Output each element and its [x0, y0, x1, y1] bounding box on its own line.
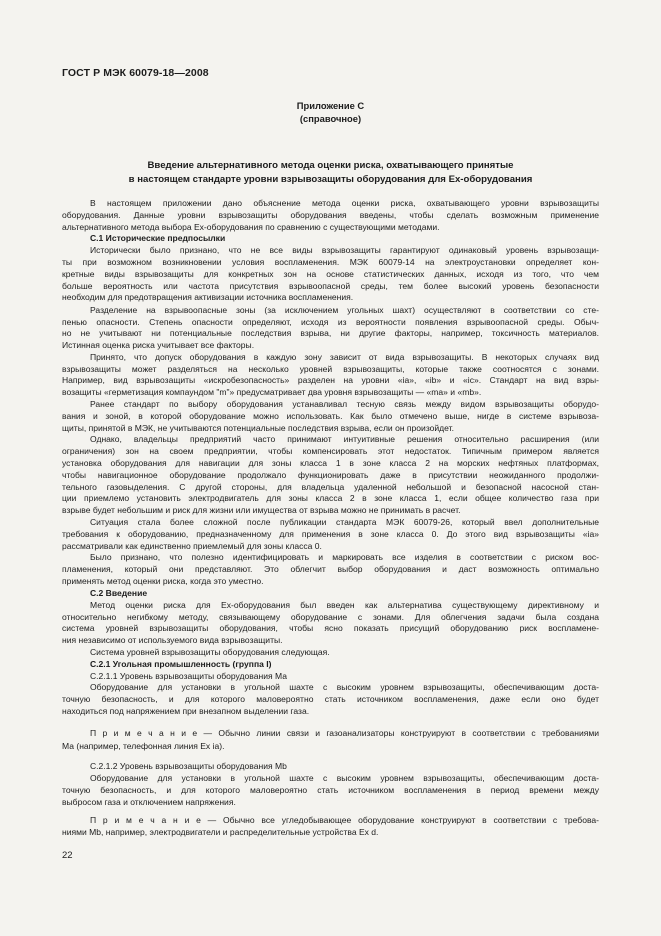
body-line: кретные виды взрывозащиты для конкретных зон на основе статистических данных, исходя из того, что чем	[62, 269, 599, 279]
body-line: находиться под напряжением при внезапном выделении газа.	[62, 706, 310, 716]
body-line: точную безопасность, и для которого маловероятно стать источником воспламенения, даже если оно будет	[62, 694, 599, 704]
body-line: ограничения) зон на своем предприятии, чтобы компенсировать этот недостаток. Типичным примером является	[62, 446, 599, 456]
body-line: альтернативного метода выбора Ех-оборудования по сравнению с существующими методами.	[62, 222, 440, 232]
body-line: пенью опасности. Степень опасности определяют, исходя из вероятности появления взрывоопасной среды. Обыч-	[62, 317, 599, 327]
body-line: Принято, что допуск оборудования в каждую зону зависит от вида взрывозащиты. В некоторых случаях вид	[90, 352, 599, 362]
body-line: установка оборудования для навигации для зоны класса 1 в зоне класса 2 на морских нефтяных платформах,	[62, 458, 599, 468]
section-heading-line-2: в настоящем стандарте уровни взрывозащиты оборудования для Ех-оборудования	[128, 174, 533, 185]
note-line: Ма (например, телефонная линия Ех ia).	[62, 741, 225, 751]
note-line: П р и м е ч а н и е — Обычно линии связи и газоанализаторы конструируют в соответствии с требованиями	[90, 728, 599, 738]
clause-heading: С.2.1.2 Уровень взрывозащиты оборудования Mb	[90, 761, 287, 771]
body-line: Оборудование для установки в угольной шахте с высоким уровнем взрывозащиты, обеспечивающим доста-	[90, 773, 599, 783]
body-line: Система уровней взрывозащиты оборудования следующая.	[90, 647, 330, 657]
body-line: вания и зоной, в которой оборудование можно использовать. Как было отмечено выше, нигде в системе взрывоза-	[62, 411, 599, 421]
body-line: Метод оценки риска для Ех-оборудования был введен как альтернатива существующему директивному и	[90, 600, 599, 610]
page-number: 22	[62, 850, 73, 861]
body-line: Например, вид взрывозащиты «искробезопасность» разделен на уровни «ia», «ib» и «ic». Стандарт на вид взры-	[62, 375, 599, 385]
annex-title: Приложение С	[296, 100, 365, 111]
body-line: Разделение на взрывоопасные зоны (за исключением угольных шахт) осуществляют в соответствии со сте-	[90, 305, 599, 315]
body-line: В настоящем приложении дано объяснение метода оценки риска, охватывающего уровни взрывозащиты	[90, 198, 599, 208]
body-line: чтобы навигационное оборудование продолжало функционировать даже в присутствии неожиданного продолжи-	[62, 470, 599, 480]
note-line: ниями Mb, например, электродвигатели и распределительные устройства Ex d.	[62, 827, 379, 837]
body-line: возащиты «герметизация компаундом "m"» предусматривает два уровня взрывозащиты — «ma» и «mb».	[62, 387, 482, 397]
body-line: Однако, владельцы предприятий часто принимают интуитивные решения относительно расширения (или	[90, 434, 599, 444]
body-line: больше вероятность или частота присутствия взрывоопасной среды, тем более высокий уровень безопасности	[62, 281, 599, 291]
subsection-heading: С.1 Исторические предпосылки	[90, 233, 226, 243]
body-line: ции приемлемо установить электродвигатель для зоны класса 2 в зоне класса 1, если общее количество газа при	[62, 493, 599, 503]
note-line: П р и м е ч а н и е — Обычно все угледобывающее оборудование конструируют в соответствии с требова-	[90, 815, 599, 825]
body-line: Ситуация стала более сложной после публикации стандарта МЭК 60079-26, который ввел дополнительные	[90, 517, 599, 527]
body-line: Истинная оценка риска учитывает все факторы.	[62, 340, 255, 350]
body-line: оборудования. Данные уровни взрывозащиты оборудования введены, чтобы сделать возможным применение	[62, 210, 599, 220]
body-line: щиты, принятой в МЭК, не учитываются потенциальные последствия взрыва, если он произойдет.	[62, 423, 454, 433]
body-line: рассматривали как единственно приемлемый для зоны класса 0.	[62, 541, 322, 551]
body-line: тельного газовыделения. С другой стороны, для владельца удаленной небольшой и безопасной насосной стан-	[62, 482, 599, 492]
body-line: Исторически было признано, что не все виды взрывозащиты гарантируют одинаковый уровень взрывозащи-	[90, 245, 599, 255]
body-line: ния независимо от используемого вида взрывозащиты.	[62, 635, 283, 645]
body-line: пламенения, который они представляют. Это облегчит выбор оборудования и даст возможность оптимально	[62, 564, 599, 574]
body-line: точную безопасность, и для которого маловероятно стать источником воспламенения в период времени между	[62, 785, 599, 795]
annex-subtitle: (справочное)	[299, 113, 362, 124]
body-line: Ранее стандарт по выбору оборудования устанавливал тесную связь между видом взрывозащиты оборудо-	[90, 399, 599, 409]
body-line: необходим для предотвращения активизации источника воспламенения.	[62, 292, 354, 302]
body-line: система уровней взрывозащиты оборудования, чтобы ясно показать присущий оборудованию риск воспламене-	[62, 623, 599, 633]
section-heading-line-1: Введение альтернативного метода оценки риска, охватывающего принятые	[147, 160, 514, 171]
subsection-heading: С.2 Введение	[90, 588, 148, 598]
body-line: требования к оборудованию, предназначенному для применения в зоне класса 0. До этого вид взрывозащиты «ia»	[62, 529, 599, 539]
body-line: применять метод оценки риска, когда это уместно.	[62, 576, 264, 586]
body-line: взрывозащиты может разделяться на несколько уровней взрывозащиты, которые также соотносятся с зонами.	[62, 364, 599, 374]
body-line: ты при возможном возникновении условия воспламенения. МЭК 60079-14 на электроустановки определяет кон-	[62, 257, 599, 267]
body-line: Оборудование для установки в угольной шахте с высоким уровнем взрывозащиты, обеспечивающим доста-	[90, 682, 599, 692]
body-line: относительно негибкому методу, связывающему оборудование с зонами. Для облегчения задачи была создана	[62, 612, 599, 622]
body-line: выбросом газа и отключением напряжения.	[62, 797, 236, 807]
body-line: Было признано, что полезно идентифицировать и маркировать все изделия в соответствии с риском вос-	[90, 552, 599, 562]
body-line: взрыве будет небольшим и риск для жизни или имущества от взрыва можно не принимать в расчет.	[62, 505, 461, 515]
body-line: но не учитывают ни потенциальные последствия взрыва, ни другие факторы, например, токсичность материалов.	[62, 328, 599, 338]
standard-header: ГОСТ Р МЭК 60079-18—2008	[62, 67, 209, 79]
subsection-heading: С.2.1 Угольная промышленность (группа I)	[90, 659, 272, 669]
clause-heading: С.2.1.1 Уровень взрывозащиты оборудования Ма	[90, 671, 287, 681]
